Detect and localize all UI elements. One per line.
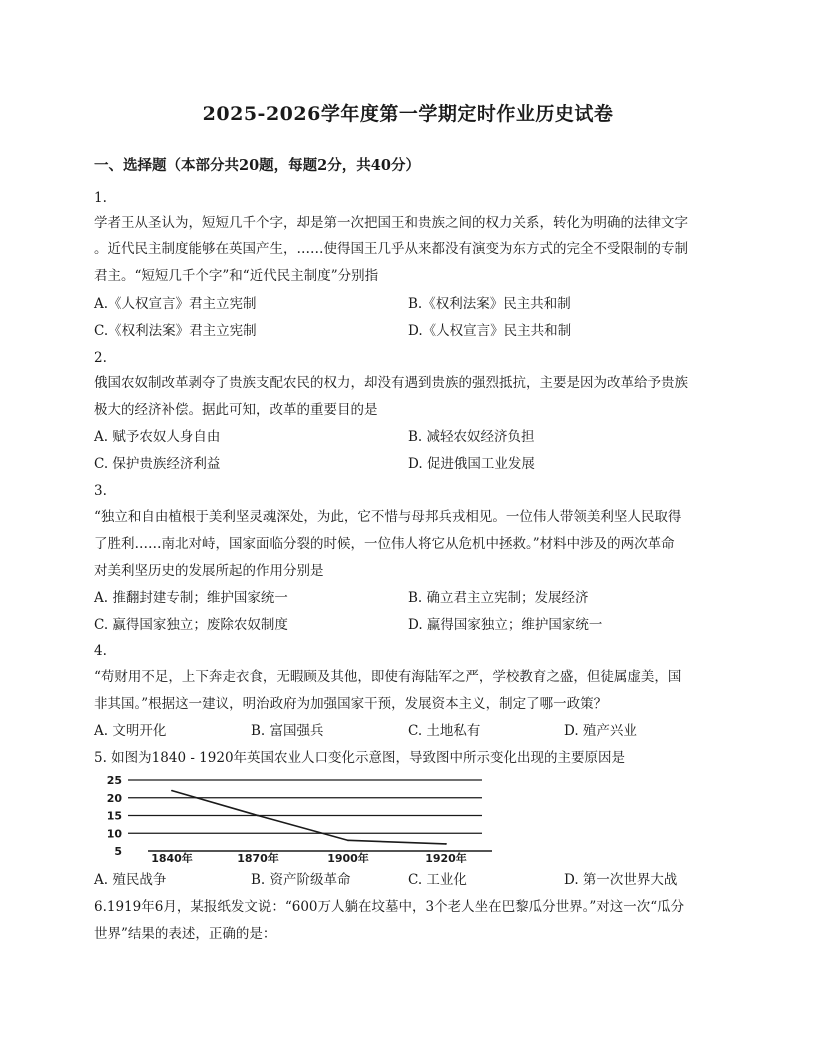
question-4-option-a[interactable]: A. 文明开化 — [94, 723, 167, 739]
y-tick-label: 5 — [114, 845, 122, 858]
question-4-stem-line: 非其国。”根据这一建议，明治政府为加强国家干预，发展资本主义，制定了哪一政策？ — [94, 696, 608, 712]
question-2-number: 2. — [94, 350, 107, 366]
question-5-option-a[interactable]: A. 殖民战争 — [94, 872, 167, 888]
question-4-option-d[interactable]: D. 殖产兴业 — [564, 723, 637, 739]
question-2-stem-line: 极大的经济补偿。据此可知，改革的重要目的是 — [94, 402, 378, 418]
chart-y-tick-labels — [107, 774, 123, 858]
question-1-stem-line: 君主。“短短几千个字”和“近代民主制度”分别指 — [94, 268, 379, 284]
y-tick-label: 25 — [106, 774, 122, 787]
question-1-option-b[interactable]: B.《权利法案》民主共和制 — [408, 296, 571, 312]
x-tick-label: 1870年 — [237, 852, 279, 863]
x-tick-label: 1900年 — [327, 852, 369, 863]
data-point — [171, 790, 173, 792]
question-4-option-c[interactable]: C. 土地私有 — [408, 723, 481, 739]
y-tick-label: 20 — [106, 791, 122, 805]
chart-gridlines — [128, 780, 492, 851]
question-4-number: 4. — [94, 643, 107, 659]
question-5-option-c[interactable]: C. 工业化 — [408, 872, 467, 888]
question-3-stem-line: 了胜利……南北对峙，国家面临分裂的时候，一位伟人将它从危机中拯救。”材料中涉及的两次革命 — [94, 536, 675, 552]
question-6-stem-line: 世界”结果的表述，正确的是： — [94, 926, 277, 942]
question-5-option-b[interactable]: B. 资产阶级革命 — [251, 872, 351, 888]
question-1-option-d[interactable]: D.《人权宣言》民主共和制 — [408, 323, 572, 339]
question-1-option-a[interactable]: A.《人权宣言》君主立宪制 — [94, 296, 257, 312]
series-line — [172, 791, 446, 844]
question-2-option-a[interactable]: A. 赋予农奴人身自由 — [94, 429, 221, 445]
question-5-stem: 5. 如图为1840 - 1920年英国农业人口变化示意图，导致图中所示变化出现的主要原因是 — [94, 750, 626, 766]
question-1-option-c[interactable]: C.《权利法案》君主立宪制 — [94, 323, 257, 339]
y-tick-label: 10 — [106, 827, 122, 841]
question-1-stem-line: 。近代民主制度能够在英国产生，……使得国王几乎从来都没有演变为东方式的完全不受限制的专制 — [94, 241, 688, 257]
section-heading: 一、选择题（本部分共20题，每题2分，共40分） — [94, 157, 420, 174]
question-3-number: 3. — [94, 483, 107, 499]
question-3-stem-line: 对美利坚历史的发展所起的作用分别是 — [94, 563, 324, 579]
question-2-option-b[interactable]: B. 减轻农奴经济负担 — [408, 429, 535, 445]
data-point — [257, 815, 259, 817]
data-point — [347, 839, 349, 841]
question-4-option-b[interactable]: B. 富国强兵 — [251, 723, 324, 739]
question-3-option-c[interactable]: C. 赢得国家独立；废除农奴制度 — [94, 617, 288, 633]
question-6-stem-line: 6.1919年6月，某报纸发文说：“600万人躺在坟墓中，3个老人坐在巴黎瓜分世界。”对这一次“瓜分 — [94, 899, 685, 915]
data-point — [445, 843, 447, 845]
question-2-option-c[interactable]: C. 保护贵族经济利益 — [94, 456, 221, 472]
question-3-option-b[interactable]: B. 确立君主立宪制；发展经济 — [408, 590, 589, 606]
question-5-option-d[interactable]: D. 第一次世界大战 — [564, 872, 678, 888]
x-tick-label: 1840年 — [151, 852, 193, 863]
question-3-option-d[interactable]: D. 赢得国家独立；维护国家统一 — [408, 617, 603, 633]
x-tick-label: 1920年 — [425, 852, 467, 863]
chart-x-tick-labels — [151, 851, 467, 863]
question-2-stem-line: 俄国农奴制改革剥夺了贵族支配农民的权力，却没有遇到贵族的强烈抵抗，主要是因为改革给予贵族 — [94, 375, 688, 391]
question-1-number: 1. — [94, 190, 107, 206]
question-3-stem-line: “独立和自由植根于美利坚灵魂深处，为此，它不惜与母邦兵戎相见。一位伟人带领美利坚人民取得 — [94, 509, 682, 525]
exam-title: 2025-2026学年度第一学期定时作业历史试卷 — [202, 103, 614, 125]
question-4-stem-line: “苟财用不足，上下奔走衣食，无暇顾及其他，即使有海陆军之严，学校教育之盛，但徒属虚美，国 — [94, 669, 682, 685]
question-2-option-d[interactable]: D. 促进俄国工业发展 — [408, 456, 535, 472]
question-3-option-a[interactable]: A. 推翻封建专制；维护国家统一 — [94, 590, 288, 606]
y-tick-label: 15 — [106, 809, 122, 823]
question-1-stem-line: 学者王从圣认为，短短几千个字，却是第一次把国王和贵族之间的权力关系，转化为明确的法律文字 — [94, 215, 688, 231]
agricultural-population-chart — [94, 771, 504, 863]
